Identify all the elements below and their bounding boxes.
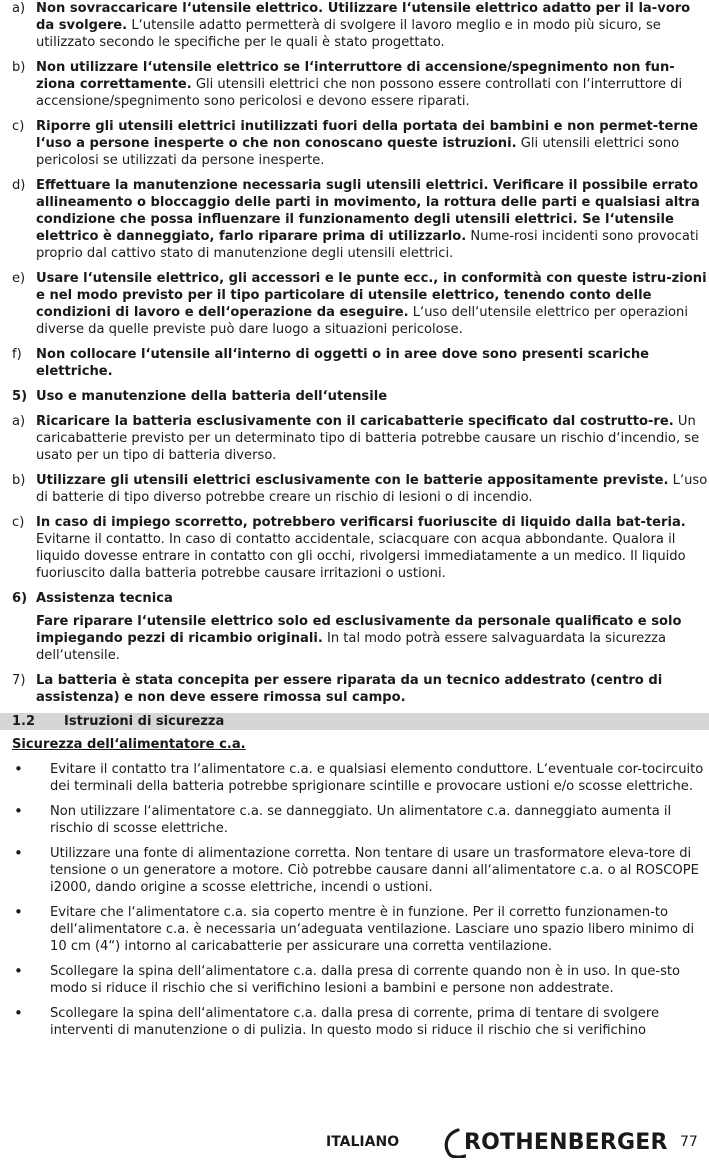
rule-item [12, 388, 708, 405]
rule-marker: d) [12, 178, 26, 193]
bullet-dot-icon: • [14, 802, 23, 820]
bullet-text: Utilizzare una fonte di alimentazione corretta. Non tentare di usare un trasformatore eleva-tore di tensione o un generatore a motore. Ciò potrebbe causare danni all‘alimentatore c.a. o al ROSCOPE i2000, dando origine a scosse elettriche, incendi o ustioni. [50, 846, 699, 895]
rule-item [12, 59, 708, 110]
section-header [0, 713, 709, 730]
rule-text: L‘utensile adatto permetterà di svolgere il lavoro meglio e in modo più sicuro, se utilizzato secondo le specifiche per le quali è stato progettato. [36, 18, 661, 50]
bullet-dot-icon: • [14, 903, 23, 921]
rule-item [12, 346, 708, 380]
rule-item [12, 270, 708, 338]
rule-item [12, 472, 708, 506]
bullet-item [12, 761, 708, 795]
rule-marker: 5) [12, 389, 28, 404]
bullet-text: Evitare che l‘alimentatore c.a. sia coperto mentre è in funzione. Per il corretto funzionamen-to dell‘alimentatore c.a. è necessaria un‘adeguata ventilazione. Lasciare uno spazio libero minimo di 10 cm (4“) intorno al caricabatterie per assicurare una corretta ventilazione. [50, 905, 695, 954]
bullet-item [12, 963, 708, 997]
page-number: 77 [680, 1134, 698, 1150]
rule-marker: a) [12, 1, 26, 16]
bullet-dot-icon: • [14, 1004, 23, 1022]
language-label: ITALIANO [326, 1134, 400, 1150]
bullet-dot-icon: • [14, 962, 23, 980]
assistance-bold: Fare riparare l‘utensile elettrico solo ed esclusivamente da personale qualificato e solo impiegando pezzi di ricambio originali. [36, 614, 682, 646]
bullet-text: Non utilizzare l‘alimentatore c.a. se danneggiato. Un alimentatore c.a. danneggiato aumenta il rischio di scosse elettriche. [50, 804, 672, 836]
rule-marker: 7) [12, 673, 26, 688]
rule-marker: 6) [12, 591, 28, 606]
rule-text: Gli utensili elettrici sono pericolosi se utilizzati da persone inesperte. [36, 136, 680, 168]
rule-7-bold: La batteria è stata concepita per essere riparata da un tecnico addestrato (centro di assistenza) e non deve essere rimossa sul campo. [36, 673, 663, 705]
rule-text: Gli utensili elettrici che non possono essere controllati con l‘interruttore di accensione/spegnimento sono pericolosi e devono essere riparati. [36, 77, 683, 109]
safety-rules-list [12, 0, 708, 607]
bullet-text: Scollegare la spina dell‘alimentatore c.a. dalla presa di corrente quando non è in uso. In que-sto modo si riduce il rischio che si verifichino lesioni a bambini e persone non addestrate. [50, 964, 681, 996]
subsection-heading: Sicurezza dell‘alimentatore c.a. [12, 737, 246, 752]
rule-bold-text: Uso e manutenzione della batteria dell‘utensile [36, 389, 388, 404]
rule-item [12, 118, 708, 169]
rule-text: Un caricabatterie previsto per un determinato tipo di batteria potrebbe causare un rischio d‘incendio, se usato per un tipo di batteria diverso. [36, 414, 700, 463]
rule-bold-text: Usare l‘utensile elettrico, gli accessori e le punte ecc., in conformità con queste istru-zioni e nel modo previsto per il tipo particolare di utensile elettrico, tenendo conto delle condizioni di lavoro e dell‘operazione da eseguire. [36, 271, 707, 320]
rule-marker: b) [12, 473, 26, 488]
rule-text: L‘uso dell‘utensile elettrico per operazioni diverse da quelle previste può dare luogo a situazioni pericolose. [36, 305, 688, 337]
rule-marker: c) [12, 515, 25, 530]
brand-name: ROTHENBERGER [464, 1130, 668, 1155]
section-number: 1.2 [12, 714, 36, 729]
rule-bold-text: In caso di impiego scorretto, potrebbero verificarsi fuoriuscite di liquido dalla bat-teria. [36, 515, 686, 530]
rule-bold-text: Non collocare l‘utensile all‘interno di oggetti o in aree dove sono presenti scariche elettriche. [36, 347, 650, 379]
rule-bold-text: Non utilizzare l‘utensile elettrico se l‘interruttore di accensione/spegnimento non fun-ziona correttamente. [36, 60, 675, 92]
bullet-item [12, 845, 708, 896]
bullet-item [12, 1005, 708, 1039]
rule-7 [12, 672, 708, 706]
document-body [12, 0, 708, 1039]
rule-marker: e) [12, 271, 26, 286]
bullet-list [12, 761, 708, 1039]
rule-bold-text: Non sovraccaricare l‘utensile elettrico. Utilizzare l‘utensile elettrico adatto per il la-voro da svolgere. [36, 1, 691, 33]
rule-item [12, 177, 708, 262]
rule-text: Evitarne il contatto. In caso di contatto accidentale, sciacquare con acqua abbondante. Qualora il liquido dovesse entrare in contatto con gli occhi, rivolgersi immediatamente a un medico. Il liquido fuoriuscito dalla batteria potrebbe causare irritazioni o ustioni. [36, 532, 686, 581]
rule-item [12, 0, 708, 51]
bullet-text: Evitare il contatto tra l‘alimentatore c.a. e qualsiasi elemento conduttore. L‘eventuale cor-tocircuito dei terminali della batteria potrebbe sprigionare scintille e provocare ustioni e/o scosse elettriche. [50, 762, 704, 794]
rule-bold-text: Utilizzare gli utensili elettrici esclusivamente con le batterie appositamente previste. [36, 473, 669, 488]
assistance-paragraph [12, 613, 708, 664]
bullet-text: Scollegare la spina dell‘alimentatore c.a. dalla presa di corrente, prima di tentare di svolgere interventi di manutenzione o di pulizia. In questo modo si riduce il rischio che si verifichino [50, 1006, 660, 1038]
rule-item [12, 413, 708, 464]
rule-bold-text: Assistenza tecnica [36, 591, 173, 606]
rule-marker: c) [12, 119, 25, 134]
rothenberger-swoosh-logo-icon [440, 1128, 466, 1158]
rule-bold-text: Riporre gli utensili elettrici inutilizzati fuori della portata dei bambini e non permet-terne l‘uso a persone inesperte o che non conoscano queste istruzioni. [36, 119, 699, 151]
page-footer [0, 1128, 709, 1164]
bullet-item [12, 803, 708, 837]
rule-marker: a) [12, 414, 26, 429]
rule-text: L‘uso di batterie di tipo diverso potrebbe creare un rischio di lesioni o di incendio. [36, 473, 708, 505]
rule-bold-text: Ricaricare la batteria esclusivamente con il caricabatterie specificato dal costrutto-re. [36, 414, 674, 429]
assistance-text: In tal modo potrà essere salvaguardata la sicurezza dell‘utensile. [36, 631, 666, 663]
section-title: Istruzioni di sicurezza [64, 714, 225, 729]
bullet-dot-icon: • [14, 760, 23, 778]
rule-item [12, 590, 708, 607]
rule-marker: b) [12, 60, 26, 75]
bullet-item [12, 904, 708, 955]
rule-item [12, 514, 708, 582]
bullet-dot-icon: • [14, 844, 23, 862]
rule-text: Nume-rosi incidenti sono provocati proprio dal cattivo stato di manutenzione degli utensili elettrici. [36, 229, 699, 261]
rule-marker: f) [12, 347, 22, 362]
rule-bold-text: Effettuare la manutenzione necessaria sugli utensili elettrici. Verificare il possibile errato allineamento o bloccaggio delle parti in movimento, la rottura delle parti e qualsiasi altra condizione che possa influenzare il funzionamento degli utensili elettrici. Se l‘utensile elettrico è danneggiato, farlo riparare prima di utilizzarlo. [36, 178, 700, 244]
